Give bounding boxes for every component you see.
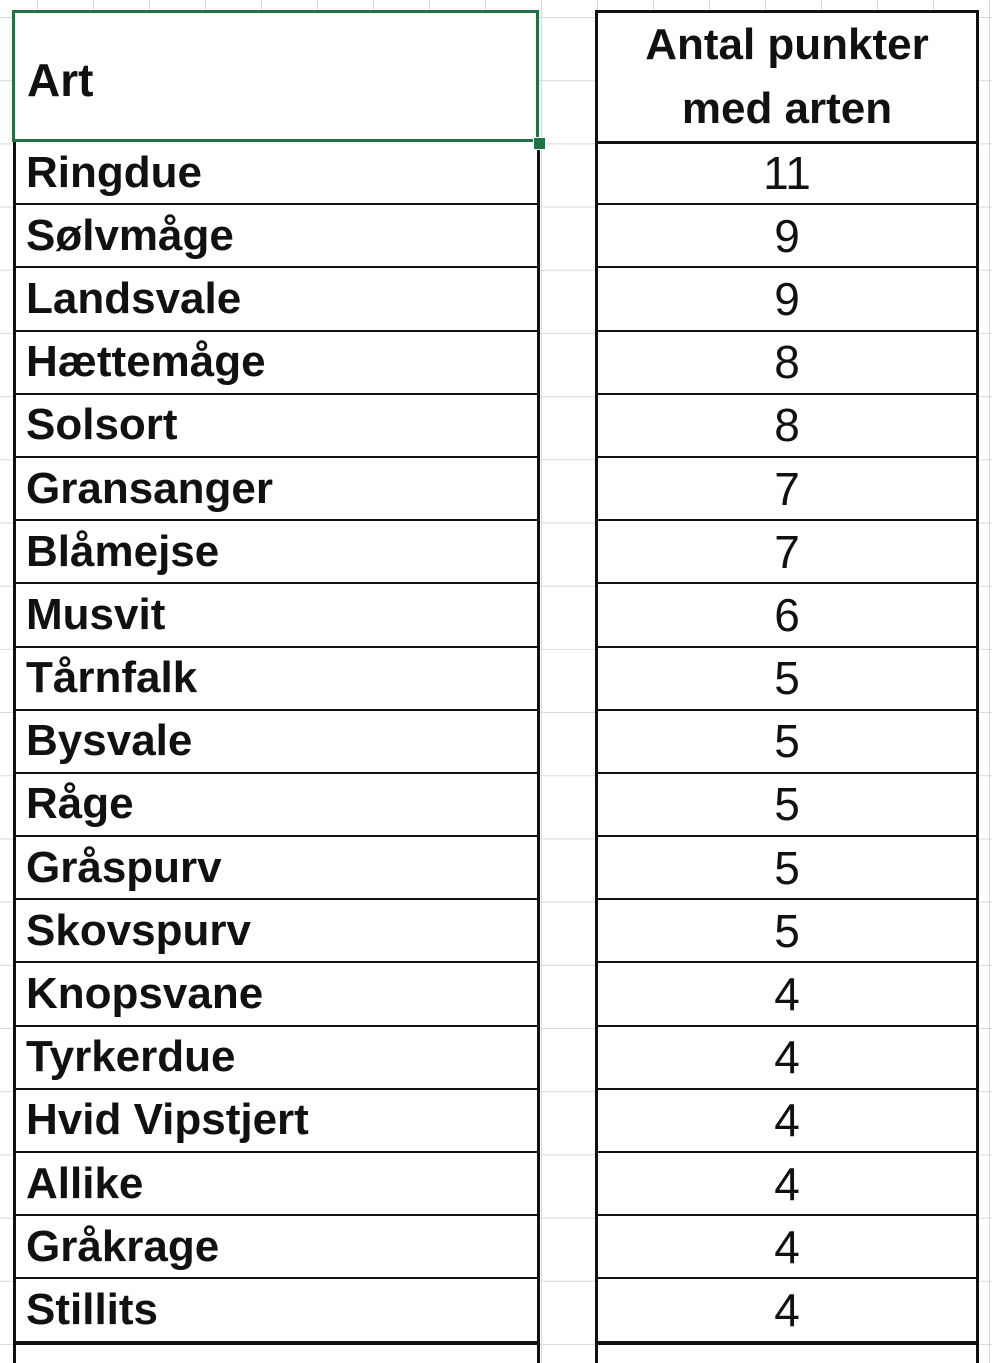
cell-count[interactable]: 5: [598, 711, 976, 774]
header-art-label: Art: [27, 54, 94, 106]
cell-art[interactable]: Tyrkerdue: [16, 1027, 537, 1090]
cell-count[interactable]: 4: [598, 1090, 976, 1153]
cell-art[interactable]: Stillits: [16, 1279, 537, 1342]
cell-art[interactable]: Gråspurv: [16, 837, 537, 900]
column-count: [595, 142, 979, 1343]
cell-count[interactable]: 4: [598, 1279, 976, 1342]
cell-art[interactable]: Tårnfalk: [16, 648, 537, 711]
cell-art[interactable]: Sølvmåge: [16, 205, 537, 268]
cell-count[interactable]: 11: [598, 142, 976, 205]
cell-count-partial[interactable]: [595, 1343, 979, 1363]
cell-art[interactable]: Ringdue: [16, 142, 537, 205]
cell-header-art[interactable]: [12, 10, 539, 142]
cell-art[interactable]: Bysvale: [16, 711, 537, 774]
header-count-label: Antal punkter med arten: [645, 20, 929, 133]
cell-art[interactable]: Musvit: [16, 584, 537, 647]
cell-count[interactable]: 4: [598, 963, 976, 1026]
cell-count[interactable]: 9: [598, 205, 976, 268]
cell-count[interactable]: 7: [598, 458, 976, 521]
cell-art[interactable]: Allike: [16, 1153, 537, 1216]
cell-count[interactable]: 4: [598, 1027, 976, 1090]
cell-count[interactable]: 7: [598, 521, 976, 584]
cell-count[interactable]: 5: [598, 837, 976, 900]
cell-count[interactable]: 8: [598, 332, 976, 395]
cell-count[interactable]: 4: [598, 1153, 976, 1216]
cell-art[interactable]: Blåmejse: [16, 521, 537, 584]
cell-count[interactable]: 5: [598, 900, 976, 963]
cell-count[interactable]: 9: [598, 268, 976, 331]
cell-count[interactable]: 5: [598, 648, 976, 711]
cell-art[interactable]: Gransanger: [16, 458, 537, 521]
fill-handle[interactable]: [533, 137, 546, 150]
cell-count[interactable]: 6: [598, 584, 976, 647]
cell-art[interactable]: Hvid Vipstjert: [16, 1090, 537, 1153]
cell-count[interactable]: 4: [598, 1216, 976, 1279]
cell-art[interactable]: Gråkrage: [16, 1216, 537, 1279]
cell-count[interactable]: 8: [598, 395, 976, 458]
cell-art[interactable]: Hættemåge: [16, 332, 537, 395]
cell-header-count[interactable]: [595, 10, 979, 144]
cell-art[interactable]: Landsvale: [16, 268, 537, 331]
column-art: [13, 142, 540, 1343]
cell-art[interactable]: Knopsvane: [16, 963, 537, 1026]
cell-count[interactable]: 5: [598, 774, 976, 837]
cell-art-partial[interactable]: [13, 1343, 540, 1363]
cell-art[interactable]: Råge: [16, 774, 537, 837]
cell-art[interactable]: Solsort: [16, 395, 537, 458]
cell-art[interactable]: Skovspurv: [16, 900, 537, 963]
